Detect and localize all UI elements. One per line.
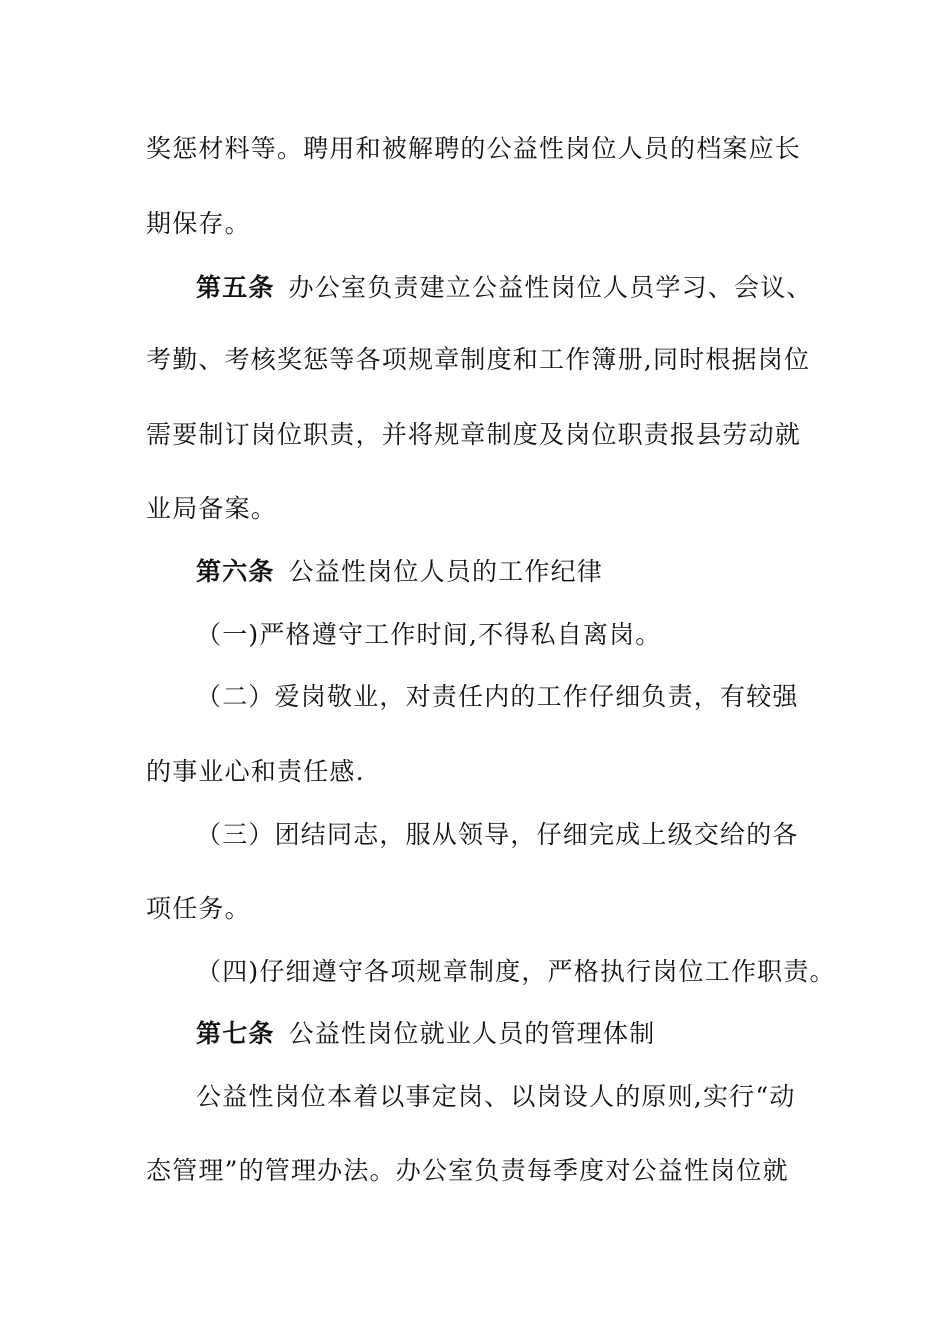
text-line [146,345,810,375]
line-text: 的事业心和责任感. [146,757,365,786]
list-item-line [196,620,662,650]
line-text: （二）爱岗敬业，对责任内的工作仔细负责，有较强 [196,682,799,711]
text-line [146,894,251,924]
text-line [146,494,277,524]
list-item-line [196,682,799,712]
line-text: 项任务。 [146,894,251,923]
article-heading-line [196,1019,655,1049]
article-heading-line [196,273,813,303]
line-text: （三）团结同志，服从领导，仔细完成上级交给的各 [196,820,799,849]
line-text: 公益性岗位就业人员的管理体制 [288,1019,656,1048]
line-text: 公益性岗位人员的工作纪律 [288,557,604,586]
text-line [146,209,251,239]
article-number: 第五条 [196,273,275,302]
text-line [146,134,801,164]
line-text: 业局备案。 [146,494,278,523]
line-text: 考勤、考核奖惩等各项规章制度和工作簿册,同时根据岗位 [146,345,811,374]
article-number: 第六条 [196,557,275,586]
text-line [146,757,365,787]
list-item-line [196,957,836,987]
list-item-line [196,820,799,850]
article-number: 第七条 [196,1019,275,1048]
text-line [146,420,801,450]
text-line [196,1082,796,1112]
line-text: （一)严格遵守工作时间,不得私自离岗。 [196,620,662,649]
article-heading-line [196,557,603,587]
line-text: 态管理”的管理办法。办公室负责每季度对公益性岗位就 [146,1156,789,1185]
line-text: （四)仔细遵守各项规章制度，严格执行岗位工作职责。 [196,957,836,986]
line-text: 办公室负责建立公益性岗位人员学习、会议、 [288,273,813,302]
line-text: 期保存。 [146,209,251,238]
line-text: 奖惩材料等。聘用和被解聘的公益性岗位人员的档案应长 [146,134,802,163]
text-line [146,1156,789,1186]
line-text: 公益性岗位本着以事定岗、以岗设人的原则,实行“动 [196,1082,796,1111]
line-text: 需要制订岗位职责，并将规章制度及岗位职责报县劳动就 [146,420,802,449]
